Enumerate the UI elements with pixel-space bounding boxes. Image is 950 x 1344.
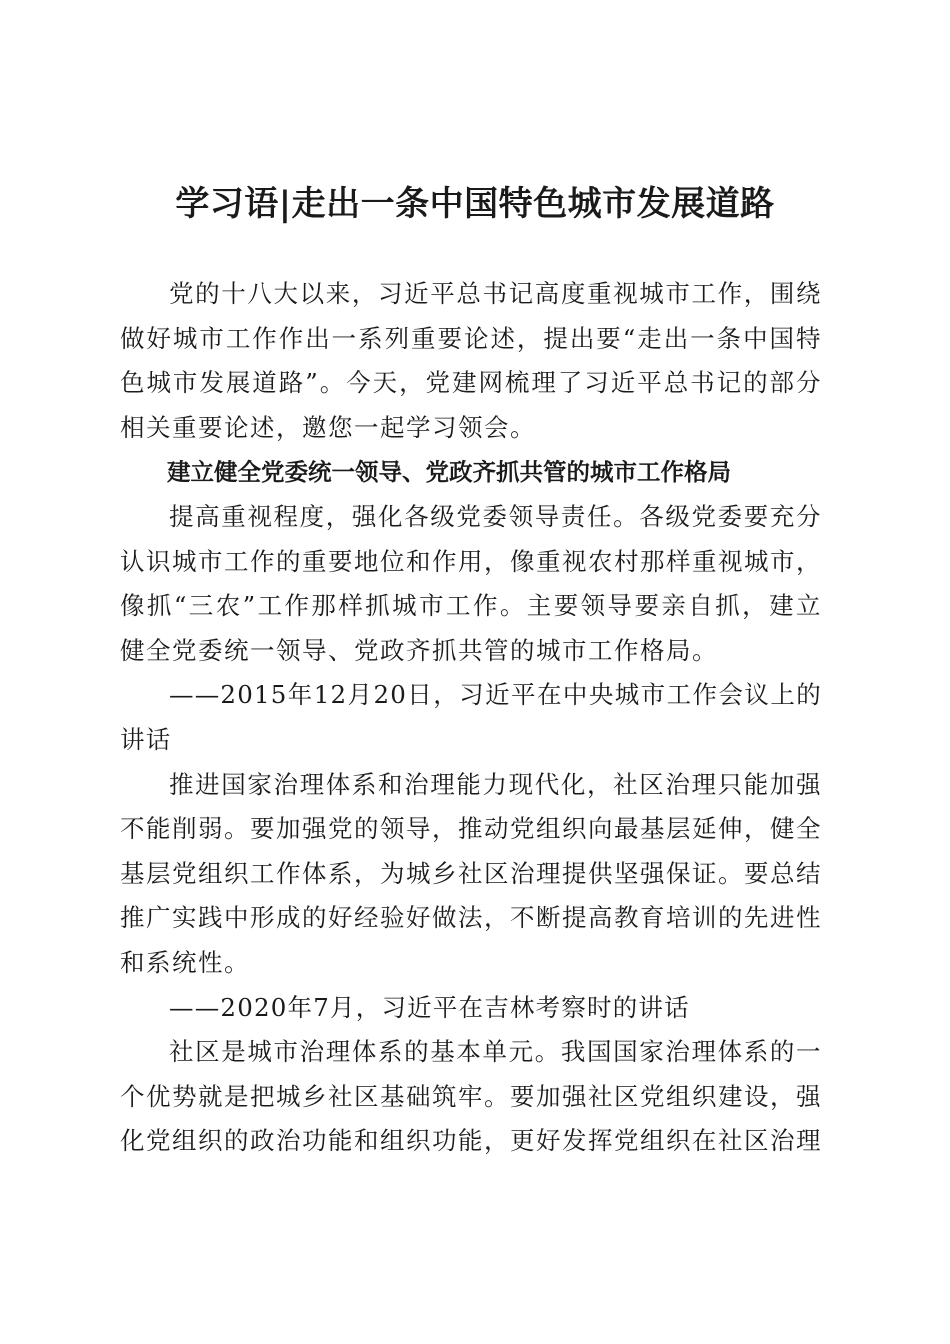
document-body — [120, 272, 822, 1164]
quote-source-2: ——2020年7月，习近平在吉林考察时的讲话 — [169, 992, 690, 1022]
quote-paragraph-3: 社区是城市治理体系的基本单元。我国国家治理体系的一个优势就是把城乡社区基础筑牢。要加强社区党组织建设，强化党组织的政治功能和组织功能，更好发挥党组织在社区治理 — [120, 1037, 822, 1156]
document-title: 学习语|走出一条中国特色城市发展道路 — [175, 184, 775, 224]
quote-paragraph-1: 提高重视程度，强化各级党委领导责任。各级党委要充分认识城市工作的重要地位和作用，像重视农村那样重视城市，像抓“三农”工作那样抓城市工作。主要领导要亲自抓，建立健全党委统一领导、党政齐抓共管的城市工作格局。 — [120, 501, 822, 665]
quote-source-1: ——2015年12月20日，习近平在中央城市工作会议上的讲话 — [120, 680, 822, 754]
quote-paragraph-2: 推进国家治理体系和治理能力现代化，社区治理只能加强不能削弱。要加强党的领导，推动党组织向最基层延伸，健全基层党组织工作体系，为城乡社区治理提供坚强保证。要总结推广实践中形成的好经验好做法，不断提高教育培训的先进性和系统性。 — [120, 769, 822, 977]
intro-paragraph: 党的十八大以来，习近平总书记高度重视城市工作，围绕做好城市工作作出一系列重要论述，提出要“走出一条中国特色城市发展道路”。今天，党建网梳理了习近平总书记的部分相关重要论述，邀您一起学习领会。 — [120, 279, 822, 442]
section-heading: 建立健全党委统一领导、党政齐抓共管的城市工作格局 — [167, 458, 731, 487]
